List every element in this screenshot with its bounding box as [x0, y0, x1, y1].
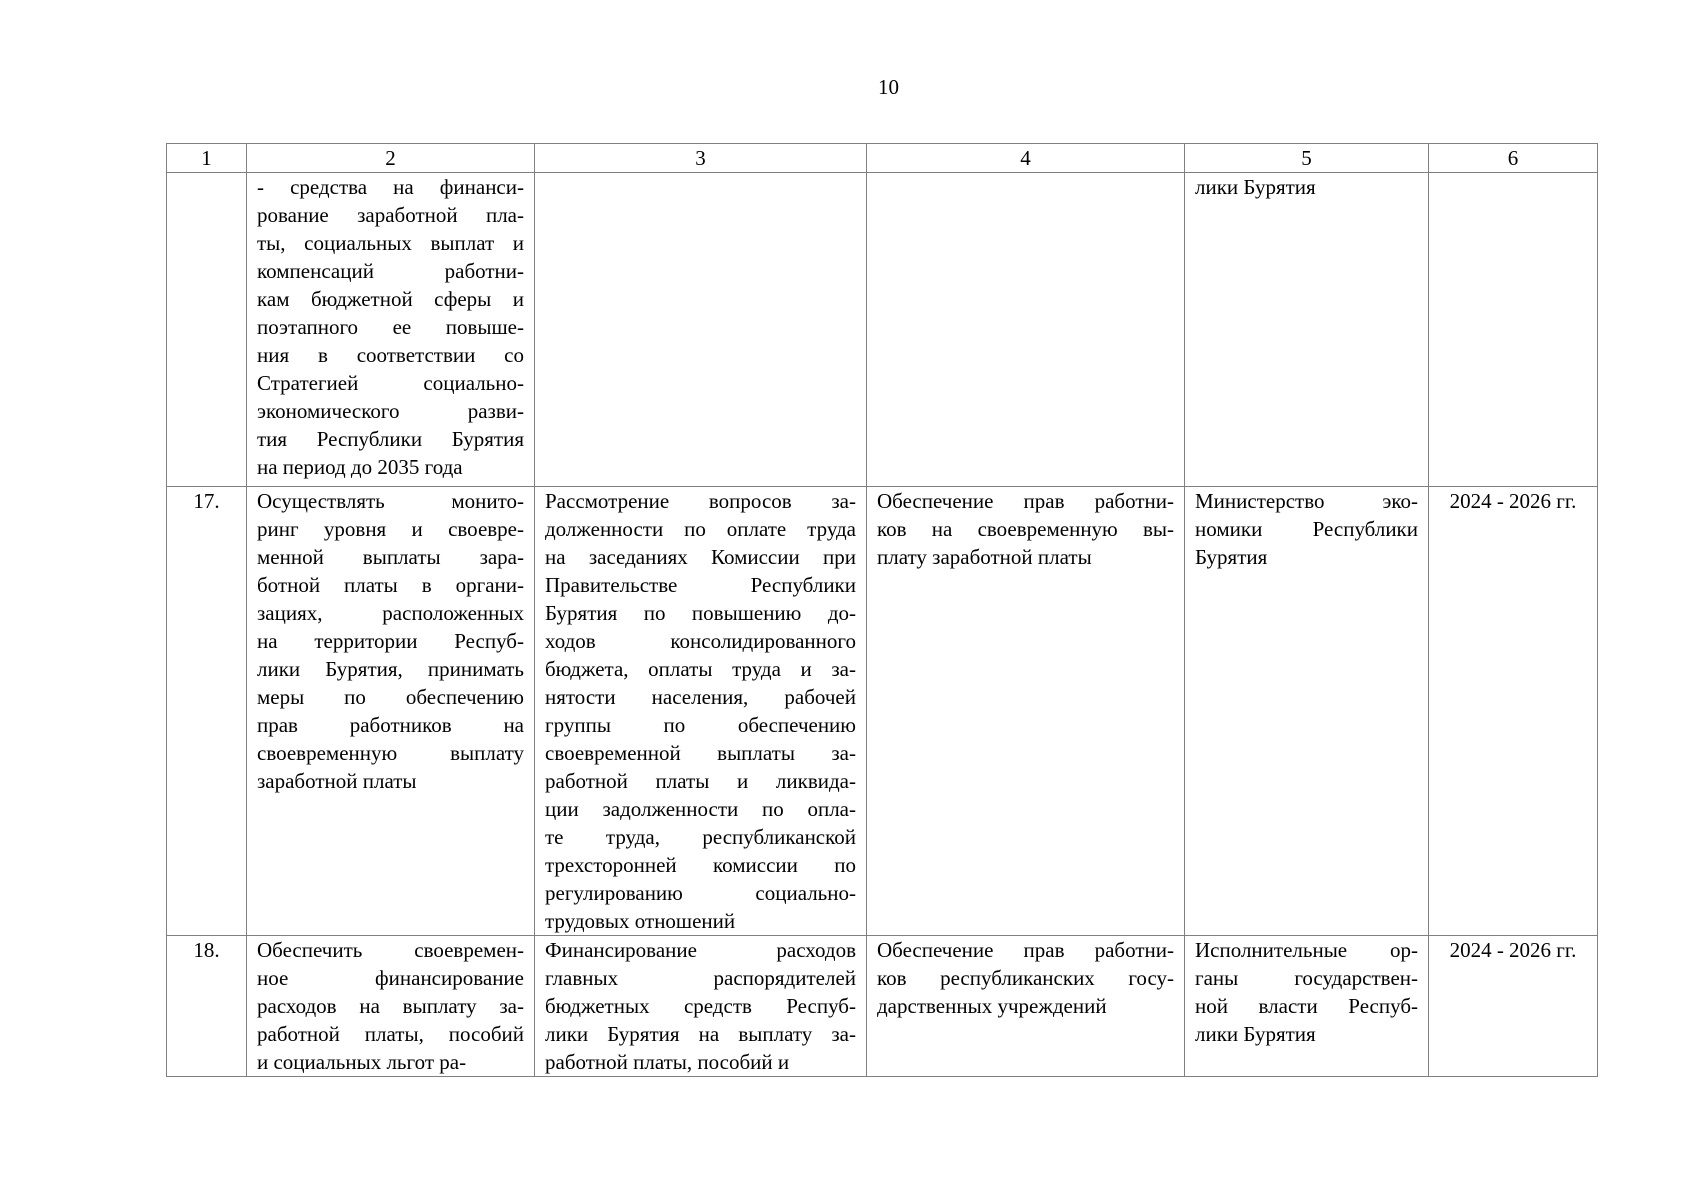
- cell-text-line: трехсторонней комиссии по: [545, 853, 856, 877]
- cell-text-line: Обеспечение прав работни-: [877, 938, 1174, 962]
- cell-text-line: работной платы и ликвида-: [545, 769, 856, 793]
- cell-text-line: и социальных льгот ра-: [257, 1050, 467, 1074]
- cell-text-line: Министерство эко-: [1195, 489, 1418, 513]
- executor-cell: [1185, 173, 1429, 487]
- row-number-cell: [167, 173, 247, 487]
- cell-text-line: кам бюджетной сферы и: [257, 287, 524, 311]
- cell-text-line: Бурятия: [1195, 545, 1268, 569]
- cell-text-line: ния в соответствии со: [257, 343, 524, 367]
- cell-text-line: дарственных учреждений: [877, 994, 1107, 1018]
- cell-text-line: Правительстве Республики: [545, 573, 856, 597]
- cell-text-line: ков республиканских госу-: [877, 966, 1174, 990]
- cell-text-line: Исполнительные ор-: [1195, 938, 1418, 962]
- cell-text-line: Бурятия по повышению до-: [545, 601, 856, 625]
- cell-text-line: работной платы, пособий: [257, 1022, 524, 1046]
- table-row: [167, 173, 1598, 487]
- cell-text-line: ное финансирование: [257, 966, 524, 990]
- cell-text-line: на территории Респуб-: [257, 629, 524, 653]
- column-header: 2: [247, 144, 535, 173]
- result-cell: [867, 173, 1185, 487]
- cell-text-line: менной выплаты зара-: [257, 545, 524, 569]
- cell-text-line: экономического разви-: [257, 399, 524, 423]
- cell-text-line: на заседаниях Комиссии при: [545, 545, 856, 569]
- column-header: 3: [535, 144, 867, 173]
- cell-text-line: ции задолженности по опла-: [545, 797, 856, 821]
- task-cell: [247, 173, 535, 487]
- cell-text-line: работной платы, пособий и: [545, 1050, 790, 1074]
- column-header: 4: [867, 144, 1185, 173]
- cell-text-line: Осуществлять монито-: [257, 489, 524, 513]
- cell-text-line: ной власти Респуб-: [1195, 994, 1418, 1018]
- table-header-row: [167, 144, 1598, 173]
- column-header: 6: [1429, 144, 1598, 173]
- cell-text-line: - средства на финанси-: [257, 175, 524, 199]
- cell-text-line: регулированию социально-: [545, 881, 856, 905]
- cell-text-line: рование заработной пла-: [257, 203, 524, 227]
- cell-text-line: ганы государствен-: [1195, 966, 1418, 990]
- cell-text-line: долженности по оплате труда: [545, 517, 856, 541]
- table-row: [167, 487, 1598, 936]
- period-cell: 2024 - 2026 гг.: [1429, 936, 1598, 1077]
- cell-text-line: ботной платы в органи-: [257, 573, 524, 597]
- measure-cell: [535, 173, 867, 487]
- cell-text-line: меры по обеспечению: [257, 685, 524, 709]
- cell-text-line: прав работников на: [257, 713, 524, 737]
- result-cell: [867, 487, 1185, 936]
- cell-text-line: на период до 2035 года: [257, 455, 463, 479]
- executor-cell: [1185, 936, 1429, 1077]
- plan-table: [166, 143, 1598, 1077]
- cell-text-line: компенсаций работни-: [257, 259, 524, 283]
- cell-text-line: своевременной выплаты за-: [545, 741, 856, 765]
- task-cell: [247, 936, 535, 1077]
- cell-text-line: главных распорядителей: [545, 966, 856, 990]
- cell-text-line: ков на своевременную вы-: [877, 517, 1174, 541]
- cell-text-line: своевременную выплату: [257, 741, 524, 765]
- cell-text-line: ты, социальных выплат и: [257, 231, 524, 255]
- cell-text-line: Финансирование расходов: [545, 938, 856, 962]
- cell-text-line: номики Республики: [1195, 517, 1418, 541]
- cell-text-line: поэтапного ее повыше-: [257, 315, 524, 339]
- period-cell: 2024 - 2026 гг.: [1429, 487, 1598, 936]
- cell-text-line: тия Республики Бурятия: [257, 427, 524, 451]
- cell-text-line: лики Бурятия: [1195, 1022, 1316, 1046]
- period-cell: [1429, 173, 1598, 487]
- row-number-cell: 18.: [167, 936, 247, 1077]
- page-number: 10: [878, 75, 899, 99]
- cell-text-line: бюджетных средств Респуб-: [545, 994, 856, 1018]
- column-header: 1: [167, 144, 247, 173]
- cell-text-line: расходов на выплату за-: [257, 994, 524, 1018]
- cell-text-line: ринг уровня и своевре-: [257, 517, 524, 541]
- cell-text-line: группы по обеспечению: [545, 713, 856, 737]
- cell-text-line: плату заработной платы: [877, 545, 1092, 569]
- cell-text-line: ходов консолидированного: [545, 629, 856, 653]
- column-header: 5: [1185, 144, 1429, 173]
- task-cell: [247, 487, 535, 936]
- cell-text-line: лики Бурятия на выплату за-: [545, 1022, 856, 1046]
- cell-text-line: Стратегией социально-: [257, 371, 524, 395]
- cell-text-line: зациях, расположенных: [257, 601, 524, 625]
- cell-text-line: Обеспечение прав работни-: [877, 489, 1174, 513]
- cell-text-line: нятости населения, рабочей: [545, 685, 856, 709]
- cell-text-line: трудовых отношений: [545, 909, 736, 933]
- table-row: [167, 936, 1598, 1077]
- measure-cell: [535, 487, 867, 936]
- cell-text-line: Рассмотрение вопросов за-: [545, 489, 856, 513]
- executor-cell: [1185, 487, 1429, 936]
- row-number-cell: 17.: [167, 487, 247, 936]
- cell-text-line: те труда, республиканской: [545, 825, 856, 849]
- result-cell: [867, 936, 1185, 1077]
- cell-text-line: бюджета, оплаты труда и за-: [545, 657, 856, 681]
- cell-text-line: Обеспечить своевремен-: [257, 938, 524, 962]
- cell-text-line: лики Бурятия: [1195, 175, 1316, 199]
- cell-text-line: заработной платы: [257, 769, 417, 793]
- measure-cell: [535, 936, 867, 1077]
- table-body: [167, 173, 1598, 1077]
- cell-text-line: лики Бурятия, принимать: [257, 657, 524, 681]
